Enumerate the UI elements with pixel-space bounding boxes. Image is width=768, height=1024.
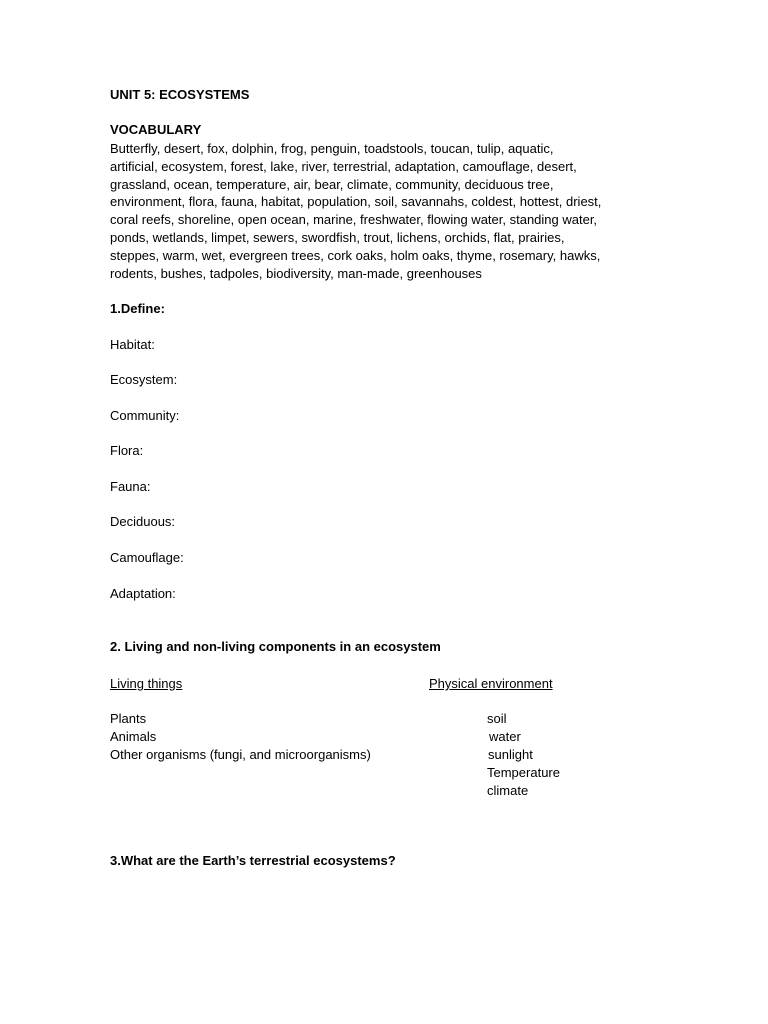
- living-things-header: Living things: [110, 676, 183, 691]
- physical-item-temperature: Temperature: [487, 765, 560, 780]
- term-deciduous: Deciduous:: [110, 514, 176, 529]
- term-habitat: Habitat:: [110, 337, 155, 352]
- vocabulary-list: [110, 140, 670, 282]
- components-heading: 2. Living and non-living components in an ecosystem: [110, 639, 441, 654]
- vocabulary-line: Butterfly, desert, fox, dolphin, frog, penguin, toadstools, toucan, tulip, aquatic,: [110, 141, 554, 156]
- physical-environment-header: Physical environment: [429, 676, 553, 691]
- vocabulary-line: artificial, ecosystem, forest, lake, river, terrestrial, adaptation, camouflage, desert,: [110, 158, 577, 174]
- living-item-other-organisms: Other organisms (fungi, and microorganisms): [110, 747, 371, 762]
- vocabulary-line: coral reefs, shoreline, open ocean, marine, freshwater, flowing water, standing water,: [110, 212, 598, 228]
- living-item-animals: Animals: [110, 729, 157, 744]
- term-camouflage: Camouflage:: [110, 550, 184, 565]
- vocabulary-heading: VOCABULARY: [110, 122, 202, 137]
- vocabulary-line: ponds, wetlands, limpet, sewers, swordfish, trout, lichens, orchids, flat, prairies,: [110, 229, 565, 245]
- physical-item-soil: soil: [487, 711, 507, 726]
- vocabulary-line: environment, flora, fauna, habitat, population, soil, savannahs, coldest, hottest, driest,: [110, 194, 602, 210]
- term-flora: Flora:: [110, 443, 144, 458]
- vocabulary-line: grassland, ocean, temperature, air, bear, climate, community, deciduous tree,: [110, 176, 554, 192]
- term-fauna: Fauna:: [110, 479, 151, 494]
- vocabulary-line: rodents, bushes, tadpoles, biodiversity, man-made, greenhouses: [110, 265, 482, 281]
- physical-item-sunlight: sunlight: [488, 747, 533, 762]
- term-community: Community:: [110, 408, 180, 423]
- term-adaptation: Adaptation:: [110, 586, 176, 601]
- physical-item-climate: climate: [487, 783, 529, 798]
- living-item-plants: Plants: [110, 711, 147, 726]
- term-ecosystem: Ecosystem:: [110, 372, 178, 387]
- unit-title: UNIT 5: ECOSYSTEMS: [110, 87, 250, 102]
- terrestrial-ecosystems-question: 3.What are the Earth’s terrestrial ecosystems?: [110, 853, 396, 868]
- physical-item-water: water: [489, 729, 521, 744]
- vocabulary-line: steppes, warm, wet, evergreen trees, cork oaks, holm oaks, thyme, rosemary, hawks,: [110, 247, 601, 263]
- define-heading: 1.Define:: [110, 301, 165, 316]
